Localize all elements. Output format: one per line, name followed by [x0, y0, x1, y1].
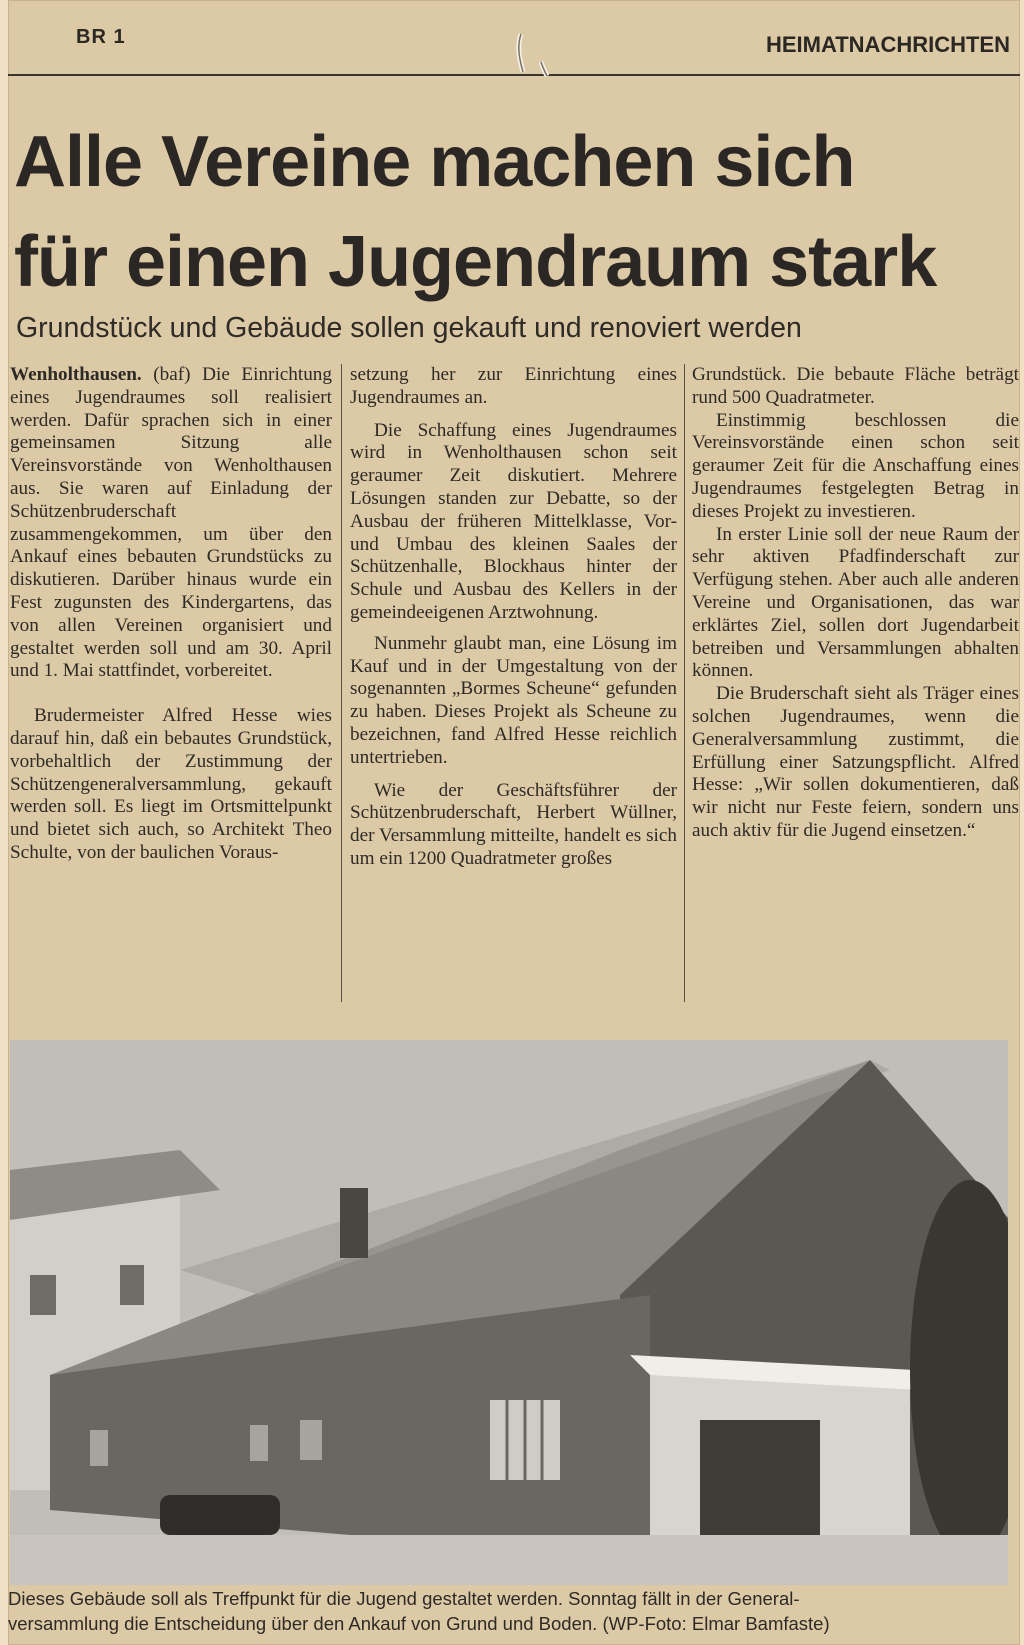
barn-building-icon — [10, 1040, 1008, 1585]
paragraph: Die Bruderschaft sieht als Träger eines solchen Jugendraumes, wenn die Generalversammlung zustimmt, die Erfüllung einer Satzungspflicht. Alfred Hesse: „Wir sollen dokumentieren, daß wir nicht nur Feste feiern, sondern uns auch aktiv für die Jugend einsetzen.“ — [692, 683, 1019, 841]
paragraph: Wie der Geschäftsführer der Schützenbruderschaft, Herbert Wüllner, der Versammlung mitteilte, handelt es sich um ein 1200 Quadratmeter großes — [350, 779, 677, 869]
paragraph: Nunmehr glaubt man, eine Lösung im Kauf und in der Umgestaltung von der sogenannten „Bormes Scheune“ gefunden zu haben. Dieses Projekt als Scheune zu bezeichnen, fand Alfred Hesse reichlich untertrieben. — [350, 632, 677, 768]
newspaper-clipping — [8, 0, 1020, 1645]
caption-line-2: versammlung die Entscheidung über den Ankauf von Grund und Boden. (WP-Foto: Elmar Bamfaste) — [8, 1613, 830, 1634]
article-subheadline: Grundstück und Gebäude sollen gekauft und renoviert werden — [16, 312, 802, 344]
column-divider — [341, 364, 342, 1002]
page-header — [8, 0, 1020, 76]
article-column-3 — [692, 364, 1019, 843]
column-divider — [684, 364, 685, 1002]
dateline-place: Wenholthausen. — [10, 364, 142, 385]
paragraph: In erster Linie soll der neue Raum der sehr aktiven Pfadfinderschaft zur Verfügung stehen. Aber auch alle anderen Vereine und Organisationen, das war erklärtes Ziel, sollen dort Jugendarbeit betreiben und Versammlungen abhalten können. — [692, 523, 1019, 682]
section-label: HEIMATNACHRICHTEN — [765, 32, 1010, 57]
paragraph: setzung her zur Einrichtung eines Jugendraumes an. — [350, 364, 677, 408]
staple-mark-icon — [513, 28, 553, 78]
paragraph: Grundstück. Die bebaute Fläche beträgt rund 500 Quadratmeter. — [692, 364, 1019, 408]
paragraph: Die Schaffung eines Jugendraumes wird in Wenholthausen schon seit geraumer Zeit diskutiert. Mehrere Lösungen standen zur Debatte, so der Ausbau der früheren Mittelklasse, Vor- und Umbau des kleinen Saales der Schützenhalle, Blockhaus hinter der Schule und Ausbau des Kellers in der gemeindeeigenen Arztwohnung. — [350, 419, 677, 623]
paragraph: Brudermeister Alfred Hesse wies darauf hin, daß ein bebautes Grundstück, vorbehaltlich der Zustimmung der Schützengeneralversammlung, gekauft werden soll. Es liegt im Ortsmittelpunkt und bietet sich auch, so Architekt Theo Schulte, von der baulichen Voraus- — [10, 705, 332, 863]
article-column-2 — [350, 364, 677, 871]
paragraph: Einstimmig beschlossen die Vereinsvorstände einen schon seit geraumer Zeit für die Anschaffung eines Jugendraumes festgelegten Betrag in dieses Projekt zu investieren. — [692, 409, 1019, 522]
page-label: BR 1 — [76, 26, 126, 48]
headline-line-2: für einen Jugendraum stark — [14, 222, 937, 302]
barn-photo — [10, 1040, 1008, 1585]
article-headline — [14, 112, 1014, 312]
caption-line-1: Dieses Gebäude soll als Treffpunkt für die Jugend gestaltet werden. Sonntag fällt in der General- — [8, 1588, 800, 1609]
headline-line-1: Alle Vereine machen sich — [14, 122, 855, 202]
article-column-1 — [10, 364, 332, 865]
paragraph: Wenholthausen. (baf) Die Einrichtung eines Jugendraumes soll realisiert werden. Dafür sprachen sich in einer gemeinsamen Sitzung alle Vereinsvorstände von Wenholthausen aus. Sie waren auf Einladung der Schützenbruderschaft zusammengekommen, um über den Ankauf eines bebauten Grundstücks zu diskutieren. Darüber hinaus wurde ein Fest zugunsten des Kindergartens, das von allen Vereinen organisiert und gestaltet werden soll und am 30. April und 1. Mai stattfindet, vorbereitet. — [10, 364, 332, 682]
photo-caption — [8, 1586, 1020, 1636]
